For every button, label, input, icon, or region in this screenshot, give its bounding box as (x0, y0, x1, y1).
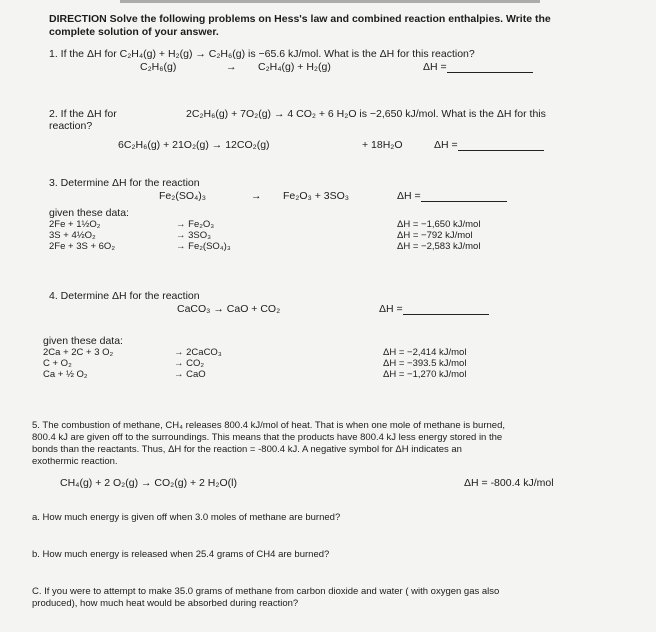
q2-statement-a: 2. If the ΔH for (49, 108, 117, 120)
q3-rhs: Fe₂O₃ + 3SO₃ (283, 190, 350, 202)
q3-row-2-left: 3S + 4½O₂ (49, 230, 96, 241)
q5-paragraph-3: bonds than the reactants. Thus, ΔH for the reaction = -800.4 kJ. A negative symbol for ΔH indicates an (32, 444, 462, 455)
q3-given-label: given these data: (49, 207, 129, 219)
q3-title: 3. Determine ΔH for the reaction (49, 177, 200, 189)
q2-dh-text: ΔH = (434, 139, 458, 151)
q5-question-c-2: produced), how much heat would be absorbed during reaction? (32, 598, 299, 609)
q2-water: + 18H₂O (362, 139, 403, 151)
q1-arrow: → (226, 61, 237, 73)
q4-given-label: given these data: (43, 335, 123, 347)
q4-row-1-left: 2Ca + 2C + 3 O₂ (43, 347, 114, 358)
q4-dh-text: ΔH = (379, 303, 403, 315)
q4-row-2-left: C + O₂ (43, 358, 72, 369)
q2-answer-blank[interactable] (458, 140, 544, 151)
q3-dh-text: ΔH = (397, 190, 421, 202)
direction-line-1: DIRECTION Solve the following problems on Hess's law and combined reaction enthalpies. Write the (49, 13, 551, 25)
q5-paragraph-4: exothermic reaction. (32, 456, 118, 467)
q1-dh-label (423, 61, 533, 73)
q1-rhs: C₂H₄(g) + H₂(g) (258, 61, 331, 73)
cropped-header-line (120, 0, 540, 3)
q5-question-a: a. How much energy is given off when 3.0 moles of methane are burned? (32, 512, 341, 523)
q4-row-1-dh: ΔH = −2,414 kJ/mol (383, 347, 467, 358)
q3-row-2-right: → 3SO₃ (176, 230, 212, 241)
q1-answer-blank[interactable] (447, 62, 533, 73)
q4-row-1-right: → 2CaCO₃ (174, 347, 222, 358)
q3-row-1-dh: ΔH = −1,650 kJ/mol (397, 219, 481, 230)
q3-lhs: Fe₂(SO₄)₃ (159, 190, 207, 202)
q5-question-c-1: C. If you were to attempt to make 35.0 grams of methane from carbon dioxide and water ( with oxygen gas also (32, 586, 500, 597)
q3-row-1-left: 2Fe + 1½O₂ (49, 219, 101, 230)
q5-paragraph-2: 800.4 kJ are given off to the surroundings. This means that the products have 800.4 kJ less energy stored in the (32, 432, 503, 443)
q3-arrow: → (251, 190, 262, 202)
q3-dh-label (397, 190, 507, 202)
q2-dh-label (434, 139, 544, 151)
q4-title: 4. Determine ΔH for the reaction (49, 290, 200, 302)
direction-line-2: complete solution of your answer. (49, 26, 219, 38)
q2-statement-c: reaction? (49, 120, 93, 132)
q4-answer-blank[interactable] (403, 304, 489, 315)
q2-reaction: 6C₂H₆(g) + 21O₂(g) → 12CO₂(g) (118, 139, 270, 151)
q4-row-3-dh: ΔH = −1,270 kJ/mol (383, 369, 467, 380)
q1-dh-text: ΔH = (423, 61, 447, 73)
q5-dh: ΔH = -800.4 kJ/mol (464, 477, 554, 489)
q3-answer-blank[interactable] (421, 191, 507, 202)
q3-row-1-right: → Fe₂O₃ (176, 219, 215, 230)
q3-row-3-left: 2Fe + 3S + 6O₂ (49, 241, 116, 252)
q2-statement-b: 2C₂H₆(g) + 7O₂(g) → 4 CO₂ + 6 H₂O is −2,650 kJ/mol. What is the ΔH for this (186, 108, 546, 120)
q4-row-3-right: → CaO (174, 369, 206, 380)
q1-statement: 1. If the ΔH for C₂H₄(g) + H₂(g) → C₂H₆(g) is −65.6 kJ/mol. What is the ΔH for this reaction? (49, 48, 475, 60)
q4-dh-label (379, 303, 489, 315)
q4-reaction: CaCO₃ → CaO + CO₂ (177, 303, 281, 315)
q4-row-3-left: Ca + ½ O₂ (43, 369, 88, 380)
q3-row-3-dh: ΔH = −2,583 kJ/mol (397, 241, 481, 252)
q4-row-2-right: → CO₂ (174, 358, 205, 369)
q5-paragraph-1: 5. The combustion of methane, CH₄ releases 800.4 kJ/mol of heat. That is when one mole of methane is burned, (32, 420, 505, 431)
q5-question-b: b. How much energy is released when 25.4 grams of CH4 are burned? (32, 549, 330, 560)
q5-reaction: CH₄(g) + 2 O₂(g) → CO₂(g) + 2 H₂O(l) (60, 477, 237, 489)
q4-row-2-dh: ΔH = −393.5 kJ/mol (383, 358, 467, 369)
q1-lhs: C₂H₆(g) (140, 61, 177, 73)
q3-row-2-dh: ΔH = −792 kJ/mol (397, 230, 473, 241)
q3-row-3-right: → Fe₂(SO₄)₃ (176, 241, 231, 252)
